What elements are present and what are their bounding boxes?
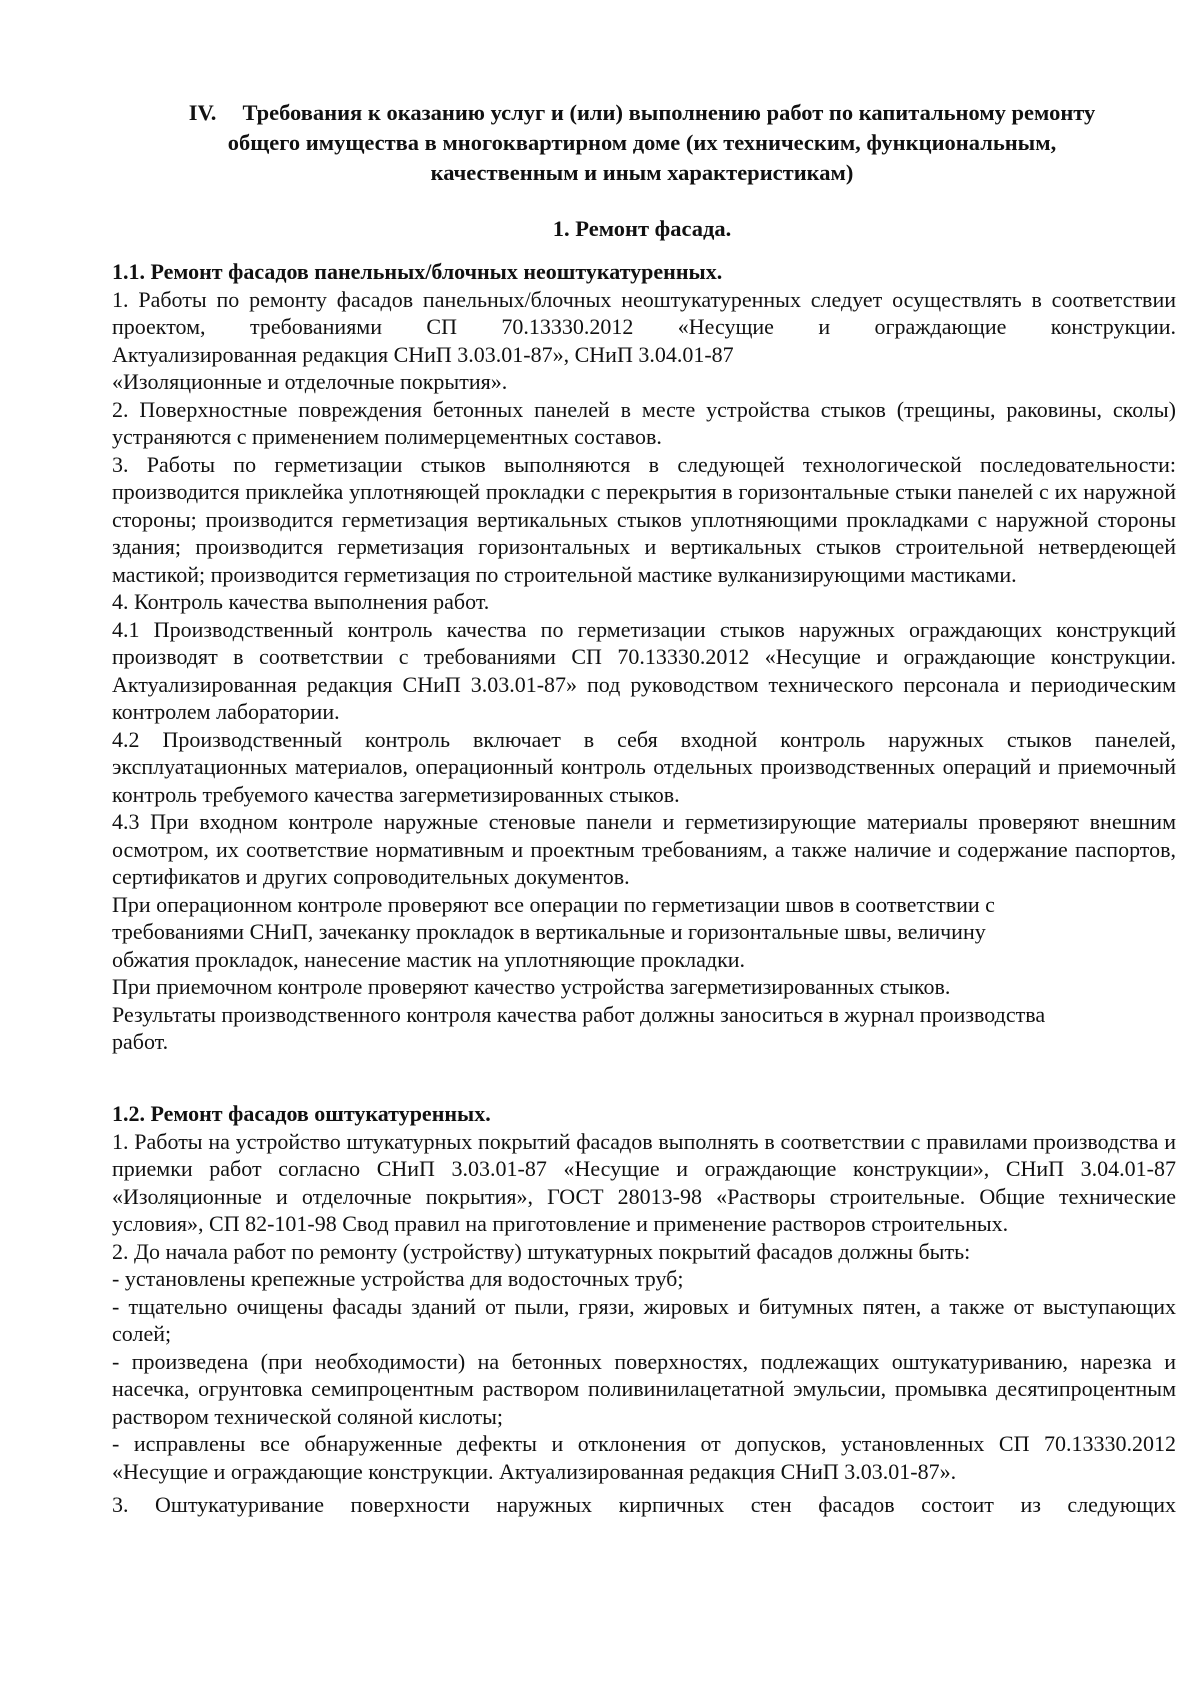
heading-text-1: Требования к оказанию услуг и (или) выполнению работ по капитальному ремонту bbox=[242, 100, 1096, 125]
heading-line-1 bbox=[112, 98, 1172, 128]
paragraph-results-1: Результаты производственного контроля качества работ должны заноситься в журнал производства bbox=[112, 1001, 1046, 1027]
list-item-1: - установлены крепежные устройства для водосточных труб; bbox=[112, 1266, 684, 1291]
heading-line-2: общего имущества в многоквартирном доме (их техническим, функциональным, bbox=[227, 130, 1057, 155]
subsection-1-2 bbox=[112, 1100, 1176, 1519]
list-item-4: - исправлены все обнаруженные дефекты и отклонения от допусков, установленных СП 70.13330.2012 «Несущие и ограждающие конструкции. Актуализированная редакция СНиП 3.03.01-87». bbox=[112, 1431, 1176, 1484]
subsection-1-1 bbox=[112, 258, 1176, 1056]
chapter-heading bbox=[112, 98, 1172, 188]
paragraph-2: 2. Поверхностные повреждения бетонных панелей в месте устройства стыков (трещины, раковины, сколы) устраняются с применением полимерцементных составов. bbox=[112, 396, 1176, 449]
paragraph-1: 1. Работы по ремонту фасадов панельных/блочных неоштукатуренных следует осуществлять в соответствии проектом, требованиями СП 70.13330.2012 «Несущие и ограждающие конструкции. bbox=[112, 286, 1176, 339]
paragraph-4-1: 4.1 Производственный контроль качества по герметизации стыков наружных ограждающих конструкций производят в соответствии с требованиями СП 70.13330.2012 «Несущие и ограждающие конструкции. Актуализированная редакция СНиП 3.03.01-87» под руководством технического персонала и периодическим контролем лаборатории. bbox=[112, 616, 1176, 724]
paragraph-4-2: 4.2 Производственный контроль включает в себя входной контроль наружных стыков панелей, эксплуатационных материалов, операционный контроль отдельных производственных операций и приемочный контроль требуемого качества загерметизированных стыков. bbox=[112, 726, 1176, 807]
paragraph-acceptance: При приемочном контроле проверяют качество устройства загерметизированных стыков. bbox=[112, 974, 951, 999]
paragraph-operational-1: При операционном контроле проверяют все операции по герметизации швов в соответствии с bbox=[112, 891, 995, 917]
paragraph-operational-3: обжатия прокладок, нанесение мастик на уплотняющие прокладки. bbox=[112, 946, 746, 972]
chapter-number: IV. bbox=[188, 100, 217, 125]
paragraph-1-end: «Изоляционные и отделочные покрытия». bbox=[112, 369, 508, 394]
subsection-1-1-title: 1.1. Ремонт фасадов панельных/блочных неоштукатуренных. bbox=[112, 259, 723, 284]
list-item-2: - тщательно очищены фасады зданий от пыли, грязи, жировых и битумных пятен, а также от выступающих солей; bbox=[112, 1293, 1176, 1346]
section-title: 1. Ремонт фасада. bbox=[552, 216, 732, 241]
paragraph-1-cont: Актуализированная редакция СНиП 3.03.01-87», СНиП 3.04.01-87 bbox=[112, 341, 734, 367]
paragraph-1: 1. Работы на устройство штукатурных покрытий фасадов выполнять в соответствии с правилами производства и приемки работ согласно СНиП 3.03.01-87 «Несущие и ограждающие конструкции», СНиП 3.04.01-87 «Изоляционные и отделочные покрытия», ГОСТ 28013-98 «Растворы строительные. Общие технические условия», СП 82-101-98 Свод правил на приготовление и применение растворов строительных. bbox=[112, 1128, 1176, 1236]
subsection-1-2-title: 1.2. Ремонт фасадов оштукатуренных. bbox=[112, 1101, 491, 1126]
paragraph-3: 3. Оштукатуривание поверхности наружных кирпичных стен фасадов состоит из следующих bbox=[112, 1492, 1176, 1517]
paragraph-results-2: работ. bbox=[112, 1029, 169, 1054]
paragraph-4-3: 4.3 При входном контроле наружные стеновые панели и герметизирующие материалы проверяют внешним осмотром, их соответствие нормативным и проектным требованиям, а также наличие и содержание паспортов, сертификатов и других сопроводительных документов. bbox=[112, 809, 1176, 889]
list-item-3: - произведена (при необходимости) на бетонных поверхностях, подлежащих оштукатуриванию, нарезка и насечка, огрунтовка семипроцентным раствором поливинилацетатной эмульсии, промывка десятипроцентным раствором технической соляной кислоты; bbox=[112, 1348, 1176, 1429]
paragraph-operational-2: требованиями СНиП, зачеканку прокладок в вертикальные и горизонтальные швы, величину bbox=[112, 919, 986, 944]
heading-line-3: качественным и иным характеристикам) bbox=[430, 160, 854, 185]
paragraph-3: 3. Работы по герметизации стыков выполняются в следующей технологической последовательности: производится приклейка уплотняющей прокладки с перекрытия в горизонтальные стыки панелей с их наружной стороны; производится герметизация вертикальных стыков уплотняющими прокладками с наружной стороны здания; производится герметизация горизонтальных и вертикальных стыков строительной нетвердеющей мастикой; производится герметизация по строительной мастике вулканизирующими мастиками. bbox=[112, 451, 1176, 587]
paragraph-2: 2. До начала работ по ремонту (устройству) штукатурных покрытий фасадов должны быть: bbox=[112, 1238, 971, 1264]
paragraph-4: 4. Контроль качества выполнения работ. bbox=[112, 589, 490, 614]
